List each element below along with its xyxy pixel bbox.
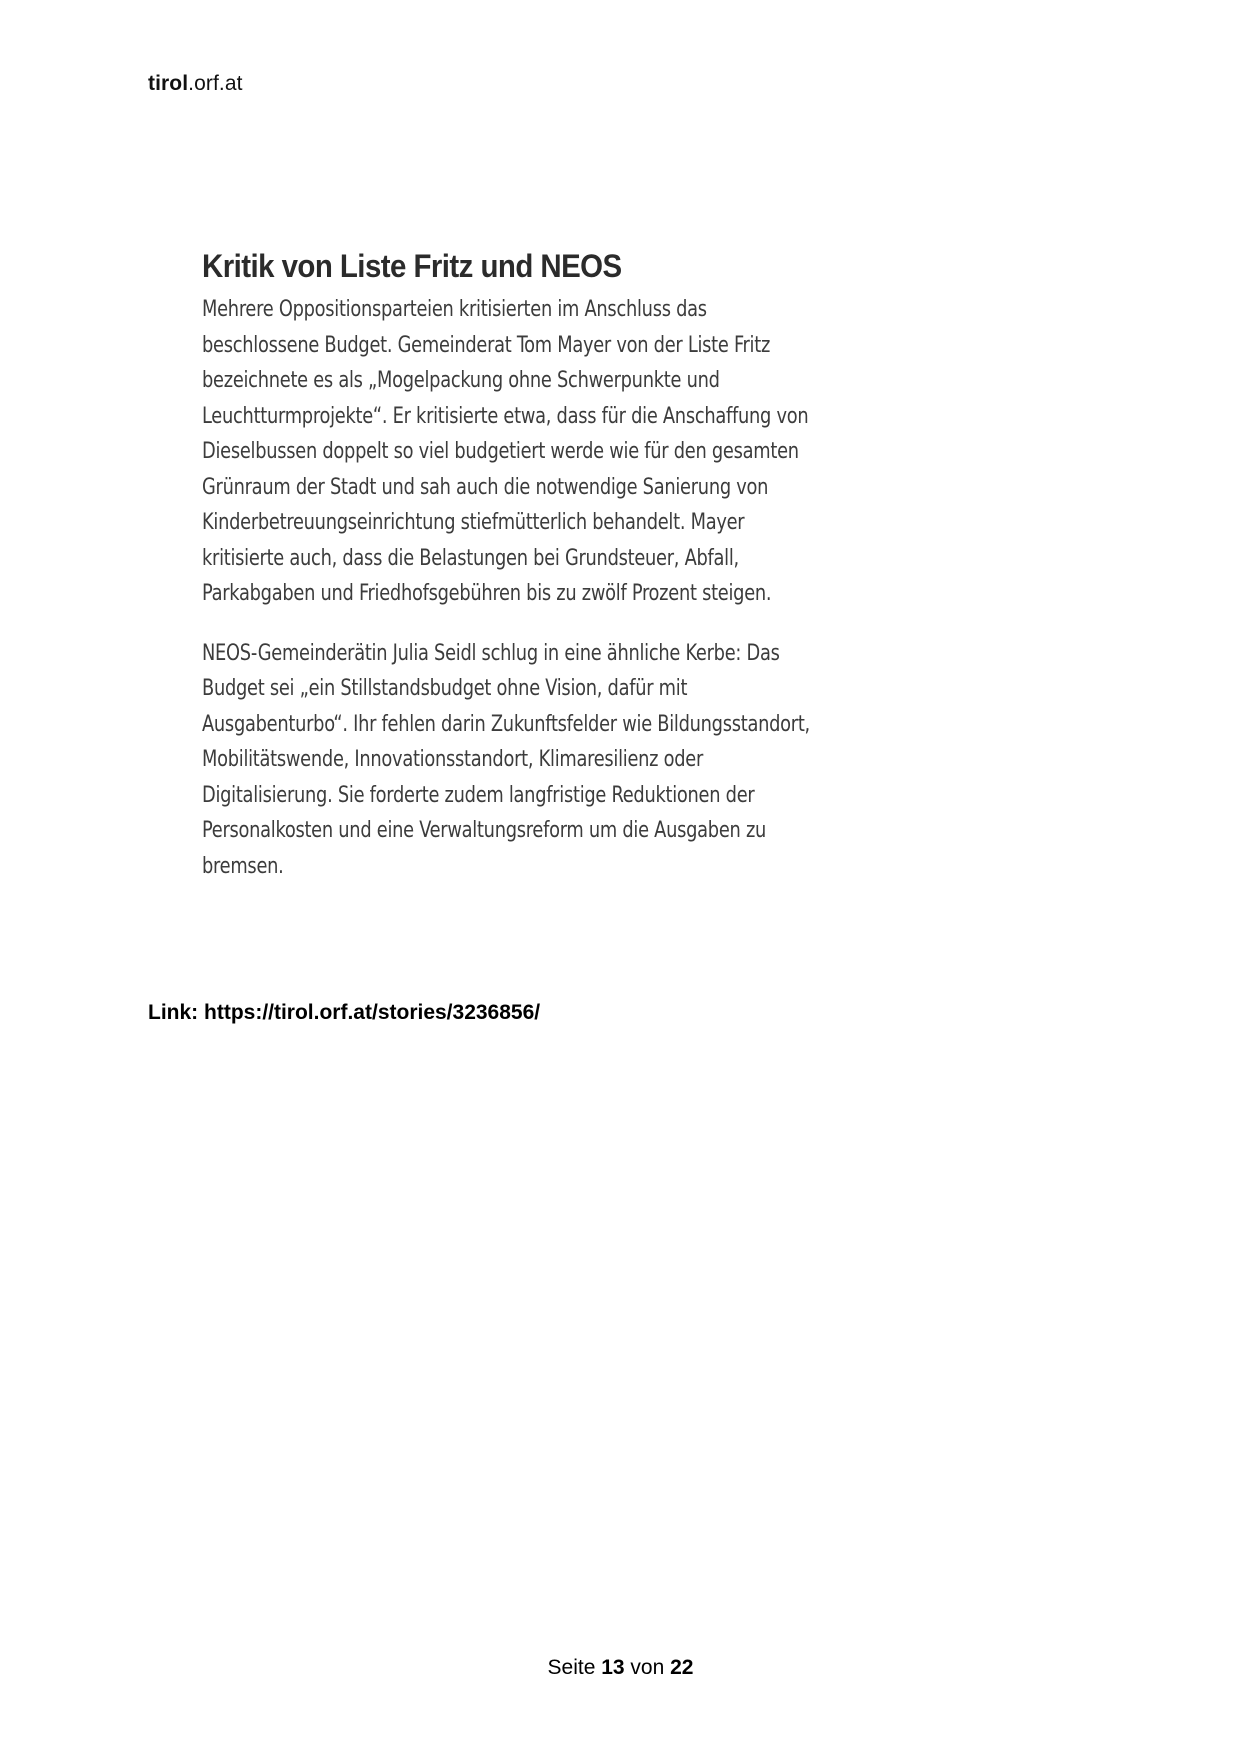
page-footer [0,1656,1241,1680]
source-link[interactable]: https://tirol.orf.at/stories/3236856/ [204,1001,541,1024]
paragraph-line: Mehrere Oppositionsparteien kritisierten im Anschluss das [202,297,707,322]
total-pages-number: 22 [670,1656,694,1679]
article-paragraph-2 [202,636,1066,885]
paragraph-line: Dieselbussen doppelt so viel budgetiert werde wie für den gesamten [202,439,799,464]
site-header [148,72,243,96]
article-title: Kritik von Liste Fritz und NEOS [202,248,622,284]
paragraph-line: Digitalisierung. Sie forderte zudem langfristige Reduktionen der [202,782,755,808]
page-label: Seite [547,1656,602,1679]
paragraph-line: bremsen. [202,853,284,879]
paragraph-line: Mobilitätswende, Innovationsstandort, Klimaresilienz oder [202,747,704,772]
page-separator: von [624,1656,671,1679]
paragraph-line: kritisierte auch, dass die Belastungen bei Grundsteuer, Abfall, [202,545,739,571]
paragraph-line: Budget sei „ein Stillstandsbudget ohne Vision, dafür mit [202,676,688,701]
paragraph-line: Leuchtturmprojekte“. Er kritisierte etwa, dass für die Anschaffung von [202,403,809,429]
paragraph-line: Kinderbetreuungseinrichtung stiefmütterlich behandelt. Mayer [202,510,745,535]
paragraph-line: Ausgabenturbo“. Ihr fehlen darin Zukunftsfelder wie Bildungsstandort, [202,711,810,737]
article-excerpt [202,246,1062,884]
paragraph-line: beschlossene Budget. Gemeinderat Tom Mayer von der Liste Fritz [202,332,771,358]
paragraph-line: bezeichnete es als „Mogelpackung ohne Schwerpunkte und [202,368,720,393]
paragraph-line: Grünraum der Stadt und sah auch die notwendige Sanierung von [202,474,769,500]
article-paragraph-1 [202,292,1066,612]
source-link-row [148,1001,540,1025]
paragraph-line: Parkabgaben und Friedhofsgebühren bis zu zwölf Prozent steigen. [202,581,772,606]
current-page-number: 13 [601,1656,625,1679]
site-name-domain: .orf.at [188,72,243,95]
site-name-bold: tirol [148,72,189,95]
paragraph-line: NEOS-Gemeinderätin Julia Seidl schlug in eine ähnliche Kerbe: Das [202,640,780,666]
paragraph-line: Personalkosten und eine Verwaltungsreform um die Ausgaben zu [202,818,767,843]
source-link-label: Link: [148,1001,204,1024]
